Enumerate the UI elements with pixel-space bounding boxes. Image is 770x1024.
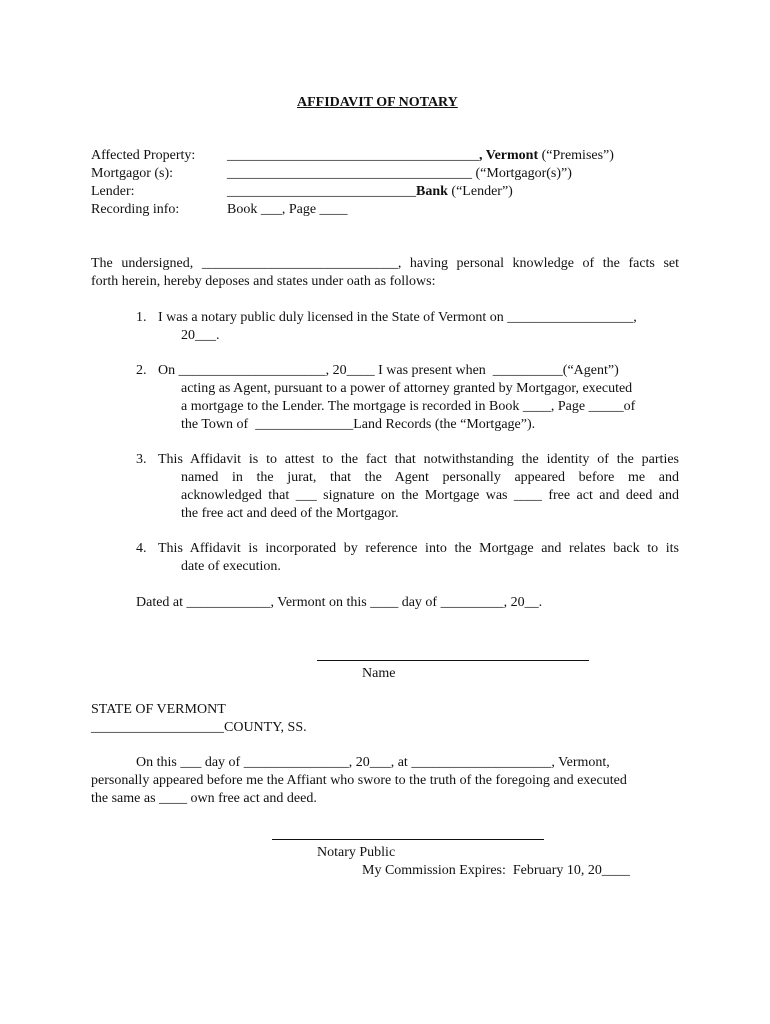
affected-property-suffix: (“Premises”) bbox=[538, 148, 614, 163]
mortgagor-label: Mortgagor (s): bbox=[91, 166, 174, 181]
item-1-line-1: I was a notary public duly licensed in the State of Vermont on __________________, bbox=[158, 310, 637, 325]
recording-label: Recording info: bbox=[91, 202, 180, 217]
affected-property-label: Affected Property: bbox=[91, 148, 196, 163]
item-1-line-2: 20___. bbox=[181, 328, 220, 343]
signature-name-label: Name bbox=[362, 666, 396, 681]
notary-signature-line bbox=[272, 839, 544, 840]
lender-suffix: (“Lender”) bbox=[447, 184, 513, 199]
notary-public-label: Notary Public bbox=[317, 845, 396, 860]
recording-value: Book ___, Page ____ bbox=[227, 202, 348, 217]
venue-state: STATE OF VERMONT bbox=[91, 702, 226, 717]
item-3-line-4: the free act and deed of the Mortgagor. bbox=[181, 506, 399, 521]
item-3-line-2: named in the jurat, that the Agent personally appeared before me and bbox=[181, 470, 679, 485]
jurat-line-1: On this ___ day of _______________, 20___, at ____________________, Vermont, bbox=[136, 755, 610, 770]
lender-bank: Bank bbox=[416, 184, 448, 199]
item-2-line-3: a mortgage to the Lender. The mortgage is recorded in Book ____, Page _____of bbox=[181, 399, 636, 414]
item-2-number: 2. bbox=[136, 363, 147, 378]
item-3-line-1: This Affidavit is to attest to the fact that notwithstanding the identity of the parties bbox=[158, 452, 679, 467]
affected-property-state: , Vermont bbox=[479, 148, 539, 163]
item-4-line-2: date of execution. bbox=[181, 559, 281, 574]
item-2-line-4: the Town of ______________Land Records (the “Mortgage”). bbox=[181, 417, 536, 432]
dated-line: Dated at ____________, Vermont on this ____ day of _________, 20__. bbox=[136, 595, 543, 610]
lender-blank: ___________________________ bbox=[227, 184, 416, 199]
item-1-number: 1. bbox=[136, 310, 147, 325]
signature-line bbox=[317, 660, 589, 661]
item-3-number: 3. bbox=[136, 452, 147, 467]
commission-expires: My Commission Expires: February 10, 20____ bbox=[362, 863, 630, 878]
item-3-line-3: acknowledged that ___ signature on the Mortgage was ____ free act and deed and bbox=[181, 488, 679, 503]
mortgagor-value: ___________________________________ (“Mortgagor(s)”) bbox=[227, 166, 572, 181]
item-4-line-1: This Affidavit is incorporated by reference into the Mortgage and relates back to its bbox=[158, 541, 679, 556]
item-2-line-1: On _____________________, 20____ I was present when __________(“Agent”) bbox=[158, 363, 619, 378]
item-2-line-2: acting as Agent, pursuant to a power of attorney granted by Mortgagor, executed bbox=[181, 381, 633, 396]
intro-line-1: The undersigned, ____________________________, having personal knowledge of the facts set bbox=[91, 256, 679, 271]
lender-value bbox=[227, 183, 513, 201]
jurat-line-2: personally appeared before me the Affiant who swore to the truth of the foregoing and executed bbox=[91, 773, 627, 788]
lender-label: Lender: bbox=[91, 184, 135, 199]
affected-property-value bbox=[227, 147, 614, 165]
item-4-number: 4. bbox=[136, 541, 147, 556]
affected-property-blank: ____________________________________ bbox=[227, 148, 479, 163]
venue-county: ___________________COUNTY, SS. bbox=[91, 720, 307, 735]
intro-line-2: forth herein, hereby deposes and states under oath as follows: bbox=[91, 274, 436, 289]
jurat-line-3: the same as ____ own free act and deed. bbox=[91, 791, 317, 806]
document-title: AFFIDAVIT OF NOTARY bbox=[297, 95, 458, 110]
